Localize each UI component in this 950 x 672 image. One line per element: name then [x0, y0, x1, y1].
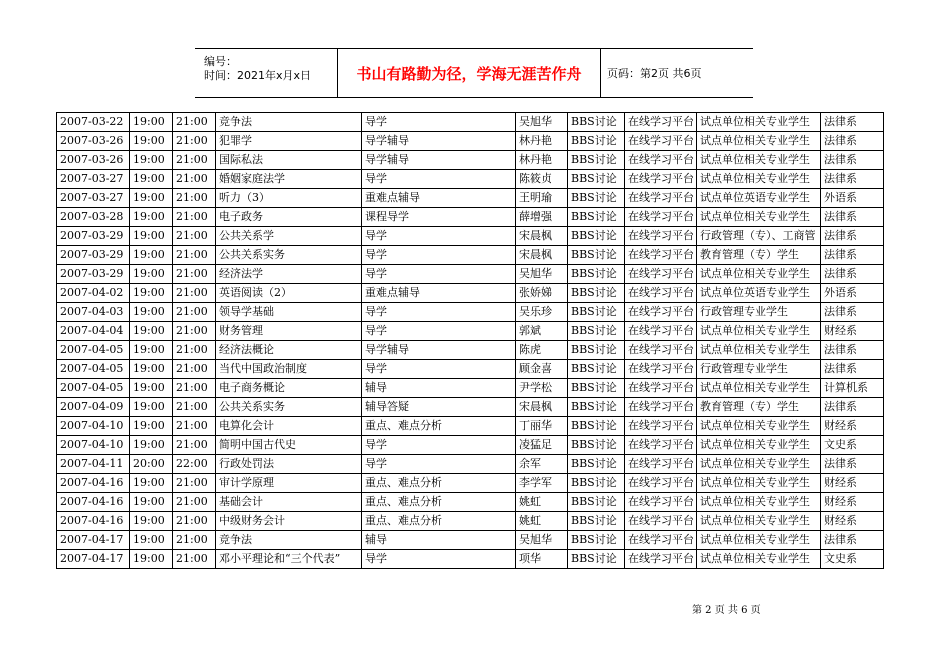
date-cell: 2007-04-02 — [57, 284, 130, 303]
audience-cell: 试点单位相关专业学生 — [697, 436, 821, 455]
platform-cell: 在线学习平台 — [625, 265, 697, 284]
format-cell: BBS讨论 — [568, 132, 625, 151]
platform-cell: 在线学习平台 — [625, 550, 697, 569]
end-time-cell: 21:00 — [173, 151, 216, 170]
format-cell: BBS讨论 — [568, 322, 625, 341]
table-row — [57, 379, 884, 398]
department-cell: 法律系 — [821, 303, 884, 322]
table-row — [57, 189, 884, 208]
end-time-cell: 21:00 — [173, 531, 216, 550]
schedule-table — [56, 112, 884, 569]
audience-cell: 试点单位相关专业学生 — [697, 132, 821, 151]
date-cell: 2007-04-16 — [57, 493, 130, 512]
platform-cell: 在线学习平台 — [625, 227, 697, 246]
format-cell: BBS讨论 — [568, 550, 625, 569]
format-cell: BBS讨论 — [568, 208, 625, 227]
start-time-cell: 19:00 — [130, 265, 173, 284]
format-cell: BBS讨论 — [568, 303, 625, 322]
department-cell: 法律系 — [821, 531, 884, 550]
department-cell: 财经系 — [821, 493, 884, 512]
platform-cell: 在线学习平台 — [625, 322, 697, 341]
activity-type-cell: 重难点辅导 — [362, 284, 516, 303]
end-time-cell: 21:00 — [173, 170, 216, 189]
end-time-cell: 22:00 — [173, 455, 216, 474]
platform-cell: 在线学习平台 — [625, 341, 697, 360]
table-row — [57, 246, 884, 265]
department-cell: 法律系 — [821, 455, 884, 474]
course-cell: 行政处罚法 — [216, 455, 362, 474]
teacher-cell: 林丹艳 — [516, 132, 568, 151]
course-cell: 简明中国古代史 — [216, 436, 362, 455]
end-time-cell: 21:00 — [173, 398, 216, 417]
end-time-cell: 21:00 — [173, 113, 216, 132]
course-cell: 犯罪学 — [216, 132, 362, 151]
activity-type-cell: 导学 — [362, 265, 516, 284]
date-cell: 2007-04-05 — [57, 379, 130, 398]
date-cell: 2007-03-26 — [57, 132, 130, 151]
teacher-cell: 吴旭华 — [516, 531, 568, 550]
activity-type-cell: 导学辅导 — [362, 151, 516, 170]
format-cell: BBS讨论 — [568, 493, 625, 512]
activity-type-cell: 课程导学 — [362, 208, 516, 227]
table-row — [57, 398, 884, 417]
department-cell: 计算机系 — [821, 379, 884, 398]
platform-cell: 在线学习平台 — [625, 474, 697, 493]
serial-label: 编号： — [204, 55, 237, 68]
platform-cell: 在线学习平台 — [625, 436, 697, 455]
date-cell: 2007-03-28 — [57, 208, 130, 227]
table-row — [57, 227, 884, 246]
start-time-cell: 19:00 — [130, 284, 173, 303]
teacher-cell: 林丹艳 — [516, 151, 568, 170]
start-time-cell: 19:00 — [130, 189, 173, 208]
time-label: 时间：2021年x月x日 — [204, 69, 312, 82]
activity-type-cell: 导学 — [362, 170, 516, 189]
course-cell: 竞争法 — [216, 113, 362, 132]
audience-cell: 试点单位相关专业学生 — [697, 341, 821, 360]
audience-cell: 试点单位相关专业学生 — [697, 550, 821, 569]
table-row — [57, 493, 884, 512]
audience-cell: 试点单位相关专业学生 — [697, 474, 821, 493]
audience-cell: 教育管理（专）学生 — [697, 398, 821, 417]
course-cell: 国际私法 — [216, 151, 362, 170]
activity-type-cell: 导学 — [362, 436, 516, 455]
activity-type-cell: 导学 — [362, 550, 516, 569]
format-cell: BBS讨论 — [568, 113, 625, 132]
platform-cell: 在线学习平台 — [625, 531, 697, 550]
date-cell: 2007-04-10 — [57, 417, 130, 436]
format-cell: BBS讨论 — [568, 436, 625, 455]
header-meta — [195, 49, 337, 97]
format-cell: BBS讨论 — [568, 379, 625, 398]
audience-cell: 试点单位相关专业学生 — [697, 170, 821, 189]
platform-cell: 在线学习平台 — [625, 398, 697, 417]
format-cell: BBS讨论 — [568, 474, 625, 493]
activity-type-cell: 辅导答疑 — [362, 398, 516, 417]
teacher-cell: 宋晨枫 — [516, 227, 568, 246]
teacher-cell: 宋晨枫 — [516, 246, 568, 265]
course-cell: 公共关系学 — [216, 227, 362, 246]
end-time-cell: 21:00 — [173, 208, 216, 227]
date-cell: 2007-04-04 — [57, 322, 130, 341]
activity-type-cell: 辅导 — [362, 531, 516, 550]
end-time-cell: 21:00 — [173, 322, 216, 341]
end-time-cell: 21:00 — [173, 284, 216, 303]
date-cell: 2007-04-03 — [57, 303, 130, 322]
end-time-cell: 21:00 — [173, 474, 216, 493]
format-cell: BBS讨论 — [568, 360, 625, 379]
course-cell: 公共关系实务 — [216, 246, 362, 265]
platform-cell: 在线学习平台 — [625, 113, 697, 132]
format-cell: BBS讨论 — [568, 284, 625, 303]
end-time-cell: 21:00 — [173, 303, 216, 322]
platform-cell: 在线学习平台 — [625, 208, 697, 227]
date-cell: 2007-03-29 — [57, 265, 130, 284]
start-time-cell: 19:00 — [130, 360, 173, 379]
department-cell: 法律系 — [821, 132, 884, 151]
course-cell: 审计学原理 — [216, 474, 362, 493]
start-time-cell: 19:00 — [130, 113, 173, 132]
start-time-cell: 19:00 — [130, 341, 173, 360]
department-cell: 法律系 — [821, 170, 884, 189]
end-time-cell: 21:00 — [173, 189, 216, 208]
course-cell: 电子商务概论 — [216, 379, 362, 398]
audience-cell: 试点单位相关专业学生 — [697, 113, 821, 132]
table-row — [57, 341, 884, 360]
teacher-cell: 陈筱贞 — [516, 170, 568, 189]
format-cell: BBS讨论 — [568, 170, 625, 189]
start-time-cell: 19:00 — [130, 246, 173, 265]
format-cell: BBS讨论 — [568, 512, 625, 531]
date-cell: 2007-03-27 — [57, 170, 130, 189]
format-cell: BBS讨论 — [568, 417, 625, 436]
table-row — [57, 265, 884, 284]
format-cell: BBS讨论 — [568, 151, 625, 170]
course-cell: 婚姻家庭法学 — [216, 170, 362, 189]
teacher-cell: 吴旭华 — [516, 113, 568, 132]
platform-cell: 在线学习平台 — [625, 151, 697, 170]
teacher-cell: 李学军 — [516, 474, 568, 493]
audience-cell: 行政管理专业学生 — [697, 360, 821, 379]
department-cell: 外语系 — [821, 189, 884, 208]
table-row — [57, 436, 884, 455]
table-row — [57, 132, 884, 151]
date-cell: 2007-03-22 — [57, 113, 130, 132]
department-cell: 法律系 — [821, 113, 884, 132]
activity-type-cell: 导学 — [362, 246, 516, 265]
start-time-cell: 19:00 — [130, 550, 173, 569]
department-cell: 财经系 — [821, 322, 884, 341]
start-time-cell: 19:00 — [130, 398, 173, 417]
audience-cell: 试点单位相关专业学生 — [697, 417, 821, 436]
date-cell: 2007-04-10 — [57, 436, 130, 455]
start-time-cell: 19:00 — [130, 208, 173, 227]
teacher-cell: 陈虎 — [516, 341, 568, 360]
activity-type-cell: 重点、难点分析 — [362, 512, 516, 531]
date-cell: 2007-04-05 — [57, 341, 130, 360]
department-cell: 法律系 — [821, 151, 884, 170]
table-row — [57, 113, 884, 132]
teacher-cell: 顾金喜 — [516, 360, 568, 379]
audience-cell: 试点单位相关专业学生 — [697, 531, 821, 550]
department-cell: 法律系 — [821, 208, 884, 227]
department-cell: 财经系 — [821, 417, 884, 436]
audience-cell: 试点单位相关专业学生 — [697, 493, 821, 512]
activity-type-cell: 导学辅导 — [362, 341, 516, 360]
course-cell: 经济法学 — [216, 265, 362, 284]
date-cell: 2007-04-17 — [57, 550, 130, 569]
start-time-cell: 19:00 — [130, 417, 173, 436]
format-cell: BBS讨论 — [568, 531, 625, 550]
activity-type-cell: 辅导 — [362, 379, 516, 398]
end-time-cell: 21:00 — [173, 550, 216, 569]
department-cell: 法律系 — [821, 227, 884, 246]
date-cell: 2007-04-09 — [57, 398, 130, 417]
activity-type-cell: 重点、难点分析 — [362, 493, 516, 512]
activity-type-cell: 导学辅导 — [362, 132, 516, 151]
course-cell: 电子政务 — [216, 208, 362, 227]
format-cell: BBS讨论 — [568, 246, 625, 265]
course-cell: 经济法概论 — [216, 341, 362, 360]
date-cell: 2007-04-17 — [57, 531, 130, 550]
platform-cell: 在线学习平台 — [625, 360, 697, 379]
audience-cell: 试点单位英语专业学生 — [697, 284, 821, 303]
platform-cell: 在线学习平台 — [625, 132, 697, 151]
table-row — [57, 550, 884, 569]
table-row — [57, 284, 884, 303]
table-row — [57, 531, 884, 550]
activity-type-cell: 导学 — [362, 360, 516, 379]
footer-page-number: 第 2 页 共 6 页 — [692, 605, 761, 616]
date-cell: 2007-03-27 — [57, 189, 130, 208]
platform-cell: 在线学习平台 — [625, 303, 697, 322]
teacher-cell: 余军 — [516, 455, 568, 474]
start-time-cell: 19:00 — [130, 379, 173, 398]
end-time-cell: 21:00 — [173, 246, 216, 265]
table-row — [57, 474, 884, 493]
format-cell: BBS讨论 — [568, 341, 625, 360]
platform-cell: 在线学习平台 — [625, 284, 697, 303]
format-cell: BBS讨论 — [568, 398, 625, 417]
activity-type-cell: 导学 — [362, 113, 516, 132]
course-cell: 领导学基础 — [216, 303, 362, 322]
department-cell: 文史系 — [821, 550, 884, 569]
date-cell: 2007-03-29 — [57, 246, 130, 265]
teacher-cell: 丁丽华 — [516, 417, 568, 436]
end-time-cell: 21:00 — [173, 360, 216, 379]
teacher-cell: 姚虹 — [516, 493, 568, 512]
end-time-cell: 21:00 — [173, 341, 216, 360]
start-time-cell: 20:00 — [130, 455, 173, 474]
activity-type-cell: 导学 — [362, 227, 516, 246]
teacher-cell: 尹学松 — [516, 379, 568, 398]
format-cell: BBS讨论 — [568, 455, 625, 474]
start-time-cell: 19:00 — [130, 227, 173, 246]
table-row — [57, 322, 884, 341]
course-cell: 中级财务会计 — [216, 512, 362, 531]
platform-cell: 在线学习平台 — [625, 493, 697, 512]
department-cell: 财经系 — [821, 474, 884, 493]
format-cell: BBS讨论 — [568, 227, 625, 246]
course-cell: 竞争法 — [216, 531, 362, 550]
end-time-cell: 21:00 — [173, 265, 216, 284]
end-time-cell: 21:00 — [173, 512, 216, 531]
activity-type-cell: 重点、难点分析 — [362, 474, 516, 493]
table-row — [57, 170, 884, 189]
end-time-cell: 21:00 — [173, 493, 216, 512]
end-time-cell: 21:00 — [173, 227, 216, 246]
audience-cell: 试点单位相关专业学生 — [697, 208, 821, 227]
start-time-cell: 19:00 — [130, 170, 173, 189]
table-row — [57, 455, 884, 474]
date-cell: 2007-04-16 — [57, 512, 130, 531]
audience-cell: 试点单位相关专业学生 — [697, 151, 821, 170]
teacher-cell: 王明瑜 — [516, 189, 568, 208]
teacher-cell: 项华 — [516, 550, 568, 569]
audience-cell: 行政管理（专）、工商管 — [697, 227, 821, 246]
date-cell: 2007-03-29 — [57, 227, 130, 246]
end-time-cell: 21:00 — [173, 417, 216, 436]
end-time-cell: 21:00 — [173, 436, 216, 455]
teacher-cell: 吴旭华 — [516, 265, 568, 284]
table-row — [57, 208, 884, 227]
department-cell: 外语系 — [821, 284, 884, 303]
course-cell: 当代中国政治制度 — [216, 360, 362, 379]
activity-type-cell: 重点、难点分析 — [362, 417, 516, 436]
audience-cell: 试点单位英语专业学生 — [697, 189, 821, 208]
start-time-cell: 19:00 — [130, 531, 173, 550]
start-time-cell: 19:00 — [130, 436, 173, 455]
activity-type-cell: 导学 — [362, 322, 516, 341]
platform-cell: 在线学习平台 — [625, 417, 697, 436]
audience-cell: 行政管理专业学生 — [697, 303, 821, 322]
date-cell: 2007-04-16 — [57, 474, 130, 493]
start-time-cell: 19:00 — [130, 303, 173, 322]
department-cell: 法律系 — [821, 398, 884, 417]
department-cell: 财经系 — [821, 512, 884, 531]
teacher-cell: 宋晨枫 — [516, 398, 568, 417]
start-time-cell: 19:00 — [130, 151, 173, 170]
teacher-cell: 张娇娣 — [516, 284, 568, 303]
table-row — [57, 417, 884, 436]
teacher-cell: 郭斌 — [516, 322, 568, 341]
start-time-cell: 19:00 — [130, 493, 173, 512]
teacher-cell: 吴乐珍 — [516, 303, 568, 322]
audience-cell: 教育管理（专）学生 — [697, 246, 821, 265]
platform-cell: 在线学习平台 — [625, 246, 697, 265]
department-cell: 法律系 — [821, 341, 884, 360]
course-cell: 电算化会计 — [216, 417, 362, 436]
activity-type-cell: 导学 — [362, 303, 516, 322]
schedule-body — [57, 113, 884, 569]
start-time-cell: 19:00 — [130, 512, 173, 531]
audience-cell: 试点单位相关专业学生 — [697, 322, 821, 341]
page-header — [195, 48, 753, 98]
table-row — [57, 360, 884, 379]
audience-cell: 试点单位相关专业学生 — [697, 455, 821, 474]
course-cell: 邓小平理论和“三个代表” — [216, 550, 362, 569]
teacher-cell: 姚虹 — [516, 512, 568, 531]
table-row — [57, 303, 884, 322]
start-time-cell: 19:00 — [130, 474, 173, 493]
activity-type-cell: 导学 — [362, 455, 516, 474]
platform-cell: 在线学习平台 — [625, 379, 697, 398]
department-cell: 法律系 — [821, 360, 884, 379]
audience-cell: 试点单位相关专业学生 — [697, 265, 821, 284]
header-motto: 书山有路勤为径，学海无涯苦作舟 — [337, 49, 601, 97]
start-time-cell: 19:00 — [130, 132, 173, 151]
table-row — [57, 512, 884, 531]
date-cell: 2007-04-11 — [57, 455, 130, 474]
department-cell: 法律系 — [821, 246, 884, 265]
audience-cell: 试点单位相关专业学生 — [697, 379, 821, 398]
course-cell: 公共关系实务 — [216, 398, 362, 417]
course-cell: 基础会计 — [216, 493, 362, 512]
activity-type-cell: 重难点辅导 — [362, 189, 516, 208]
course-cell: 英语阅读（2） — [216, 284, 362, 303]
platform-cell: 在线学习平台 — [625, 189, 697, 208]
platform-cell: 在线学习平台 — [625, 170, 697, 189]
start-time-cell: 19:00 — [130, 322, 173, 341]
teacher-cell: 凌猛足 — [516, 436, 568, 455]
date-cell: 2007-03-26 — [57, 151, 130, 170]
platform-cell: 在线学习平台 — [625, 512, 697, 531]
department-cell: 法律系 — [821, 265, 884, 284]
audience-cell: 试点单位相关专业学生 — [697, 512, 821, 531]
format-cell: BBS讨论 — [568, 189, 625, 208]
format-cell: BBS讨论 — [568, 265, 625, 284]
end-time-cell: 21:00 — [173, 379, 216, 398]
teacher-cell: 薛增强 — [516, 208, 568, 227]
date-cell: 2007-04-05 — [57, 360, 130, 379]
department-cell: 文史系 — [821, 436, 884, 455]
platform-cell: 在线学习平台 — [625, 455, 697, 474]
course-cell: 财务管理 — [216, 322, 362, 341]
end-time-cell: 21:00 — [173, 132, 216, 151]
table-row — [57, 151, 884, 170]
course-cell: 听力（3） — [216, 189, 362, 208]
header-page-info: 页码：第2页 共6页 — [607, 67, 702, 80]
